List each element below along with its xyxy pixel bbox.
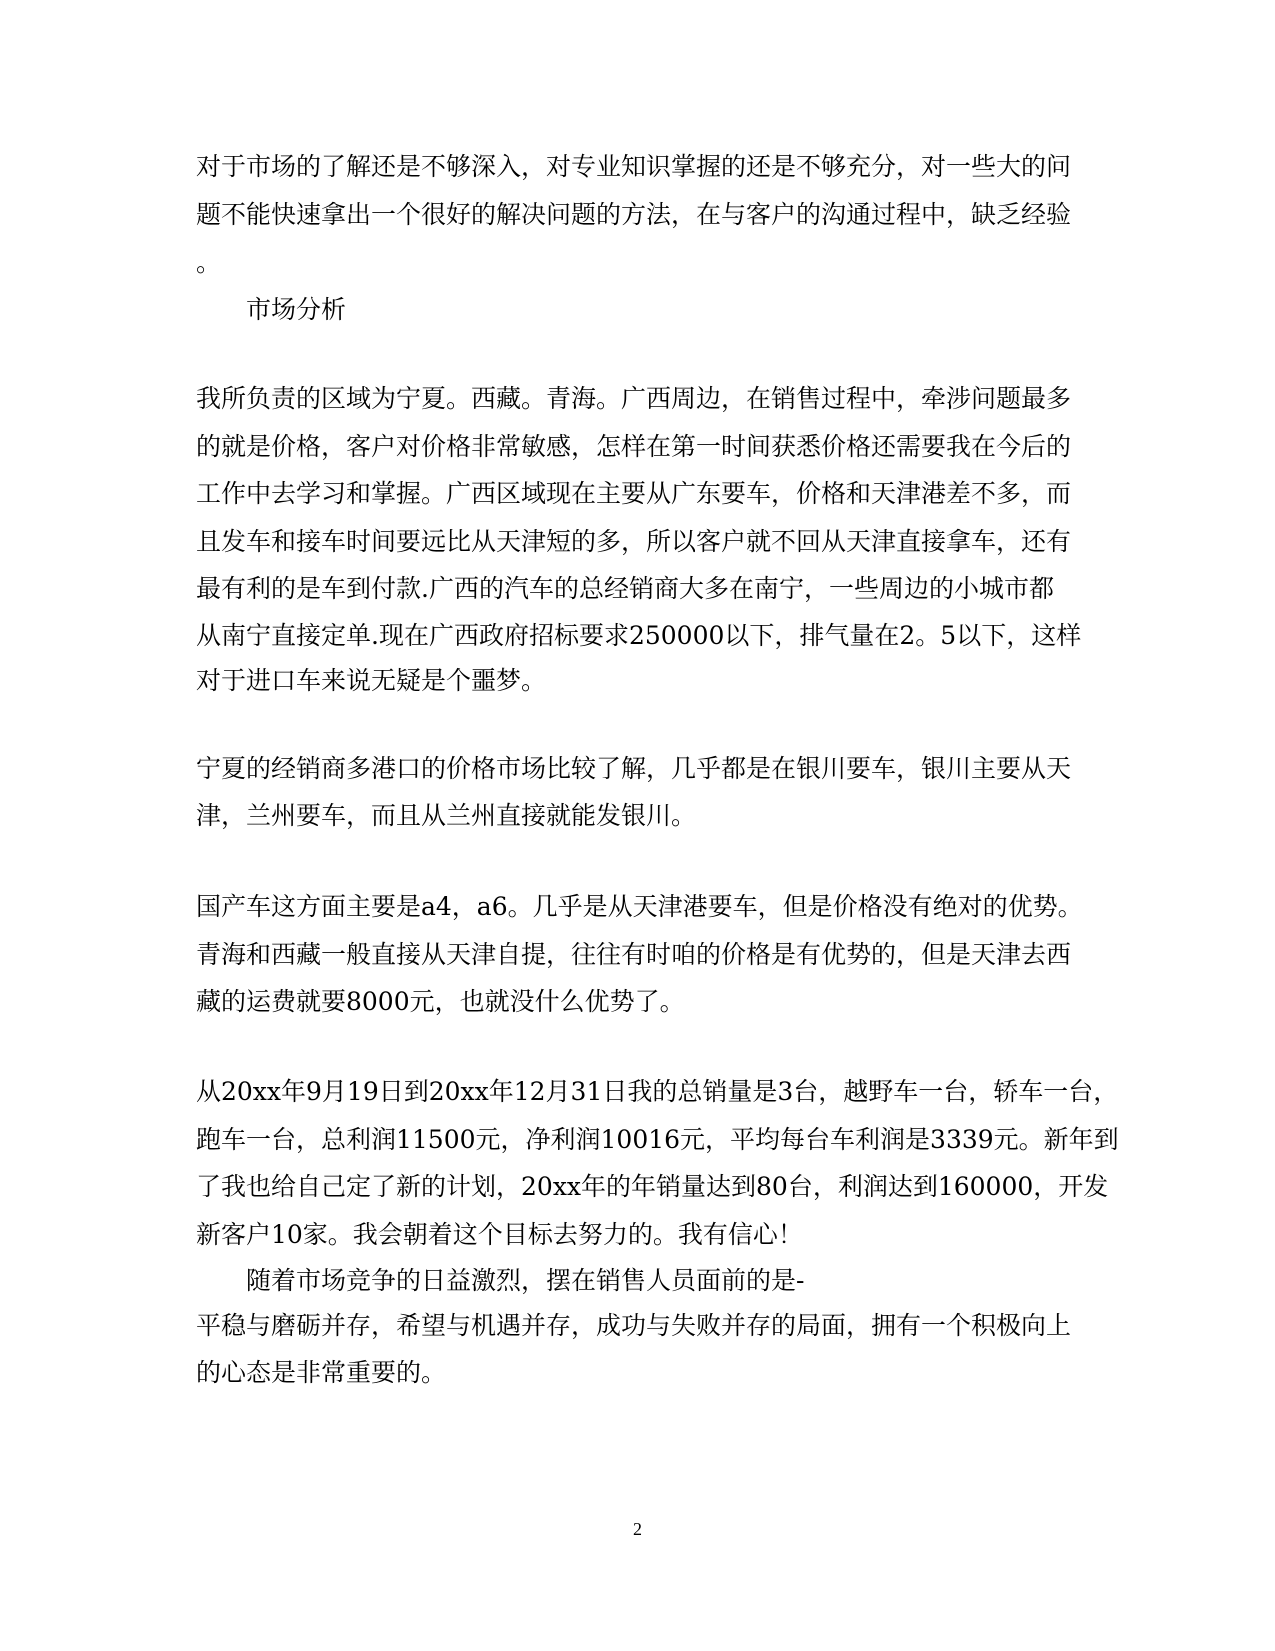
paragraph-line: 的就是价格，客户对价格非常敏感，怎样在第一时间获悉价格还需要我在今后的 <box>196 432 1072 461</box>
paragraph-line: 我所负责的区域为宁夏。西藏。青海。广西周边，在销售过程中，牵涉问题最多 <box>196 384 1072 413</box>
paragraph-line: 从20xx年9月19日到20xx年12月31日我的总销量是3台，越野车一台，轿车一台， <box>196 1077 1119 1106</box>
paragraph-line: 最有利的是车到付款.广西的汽车的总经销商大多在南宁，一些周边的小城市都 <box>196 574 1054 603</box>
paragraph-line: 青海和西藏一般直接从天津自提，往往有时咱的价格是有优势的，但是天津去西 <box>196 940 1072 969</box>
paragraph-line: 且发车和接车时间要远比从天津短的多，所以客户就不回从天津直接拿车，还有 <box>196 527 1072 556</box>
paragraph-line: 了我也给自己定了新的计划，20xx年的年销量达到80台，利润达到160000，开发 <box>196 1172 1109 1201</box>
paragraph-line: 工作中去学习和掌握。广西区域现在主要从广东要车，价格和天津港差不多，而 <box>196 479 1072 508</box>
paragraph-line: 。 <box>196 248 222 277</box>
paragraph-line: 藏的运费就要8000元，也就没什么优势了。 <box>196 987 685 1016</box>
paragraph-line: 国产车这方面主要是a4，a6。几乎是从天津港要车，但是价格没有绝对的优势。 <box>196 892 1083 921</box>
paragraph-line: 平稳与磨砺并存，希望与机遇并存，成功与失败并存的局面，拥有一个积极向上 <box>196 1311 1072 1340</box>
section-heading: 市场分析 <box>246 295 347 324</box>
paragraph-line: 津，兰州要车，而且从兰州直接就能发银川。 <box>196 801 697 830</box>
paragraph-line: 的心态是非常重要的。 <box>196 1358 447 1387</box>
paragraph-line: 对于市场的了解还是不够深入，对专业知识掌握的还是不够充分，对一些大的问 <box>196 152 1072 181</box>
paragraph-line: 随着市场竞争的日益激烈，摆在销售人员面前的是- <box>246 1266 805 1295</box>
paragraph-line: 新客户10家。我会朝着这个目标去努力的。我有信心！ <box>196 1220 803 1249</box>
paragraph-line: 宁夏的经销商多港口的价格市场比较了解，几乎都是在银川要车，银川主要从天 <box>196 754 1072 783</box>
paragraph-line: 对于进口车来说无疑是个噩梦。 <box>196 666 547 695</box>
paragraph-line: 题不能快速拿出一个很好的解决问题的方法，在与客户的沟通过程中，缺乏经验 <box>196 200 1072 229</box>
page-number: 2 <box>633 1519 642 1539</box>
paragraph-line: 从南宁直接定单.现在广西政府招标要求250000以下，排气量在2。5以下，这样 <box>196 621 1082 650</box>
paragraph-line: 跑车一台，总利润11500元，净利润10016元，平均每台车利润是3339元。新年到 <box>196 1125 1119 1154</box>
